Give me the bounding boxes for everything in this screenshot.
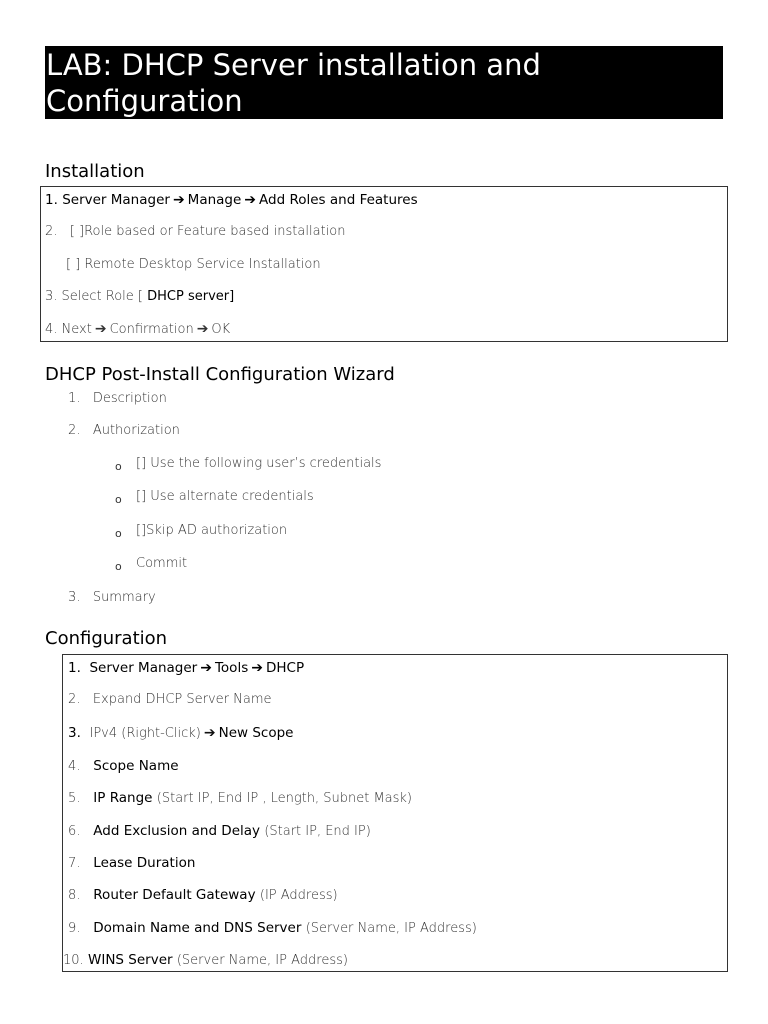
wizard-sub-item-2: [] Use alternate credentials bbox=[136, 489, 314, 504]
page-title bbox=[45, 46, 723, 119]
bullet-icon: o bbox=[115, 560, 122, 573]
arrow-right-icon: ➔ bbox=[94, 321, 107, 337]
arrow-right-icon: ➔ bbox=[196, 321, 209, 337]
config-item-3: 3. IPv4 (Right-Click) ➔ New Scope bbox=[68, 725, 294, 741]
wizard-step-1: 1. Description bbox=[68, 391, 167, 406]
config-item-5: 5. IP Range (Start IP, End IP , Length, Subnet Mask) bbox=[68, 790, 413, 806]
installation-item-3: 3. Select Role [ DHCP server] bbox=[45, 289, 235, 304]
config-item-6: 6. Add Exclusion and Delay (Start IP, End IP) bbox=[68, 823, 371, 839]
configuration-heading: Configuration bbox=[45, 628, 168, 649]
config-item-8: 8. Router Default Gateway (IP Address) bbox=[68, 887, 338, 903]
bullet-icon: o bbox=[115, 460, 122, 473]
arrow-right-icon: ➔ bbox=[200, 660, 212, 676]
installation-item-1: 1. Server Manager ➔ Manage ➔ Add Roles and Features bbox=[45, 192, 418, 208]
config-item-2: 2. Expand DHCP Server Name bbox=[68, 692, 272, 707]
arrow-right-icon: ➔ bbox=[251, 660, 263, 676]
config-item-10: 10. WINS Server (Server Name, IP Address) bbox=[63, 952, 348, 968]
wizard-heading: DHCP Post-Install Configuration Wizard bbox=[45, 364, 395, 385]
page-title-line-2: Configuration bbox=[46, 84, 243, 118]
config-item-7: 7. Lease Duration bbox=[68, 855, 196, 871]
config-item-9: 9. Domain Name and DNS Server (Server Name, IP Address) bbox=[68, 920, 477, 936]
arrow-right-icon: ➔ bbox=[203, 725, 216, 741]
wizard-sub-item-3: []Skip AD authorization bbox=[136, 523, 288, 538]
installation-item-2: 2. [ ]Role based or Feature based installation bbox=[45, 224, 346, 239]
arrow-right-icon: ➔ bbox=[244, 192, 257, 208]
installation-item-2b: [ ] Remote Desktop Service Installation bbox=[66, 257, 321, 272]
wizard-sub-item-1: [] Use the following user’s credentials bbox=[136, 456, 382, 471]
page-title-line-1: LAB: DHCP Server installation and bbox=[46, 48, 541, 82]
installation-heading: Installation bbox=[45, 161, 145, 182]
bullet-icon: o bbox=[115, 493, 122, 506]
config-item-4: 4. Scope Name bbox=[68, 758, 179, 774]
wizard-sub-item-4: Commit bbox=[136, 556, 188, 571]
arrow-right-icon: ➔ bbox=[172, 192, 185, 208]
installation-item-4: 4. Next ➔ Confirmation ➔ OK bbox=[45, 321, 231, 337]
bullet-icon: o bbox=[115, 527, 122, 540]
wizard-step-2: 2. Authorization bbox=[68, 423, 180, 438]
wizard-step-3: 3. Summary bbox=[68, 590, 156, 605]
config-item-1: 1. Server Manager ➔ Tools ➔ DHCP bbox=[68, 660, 305, 676]
